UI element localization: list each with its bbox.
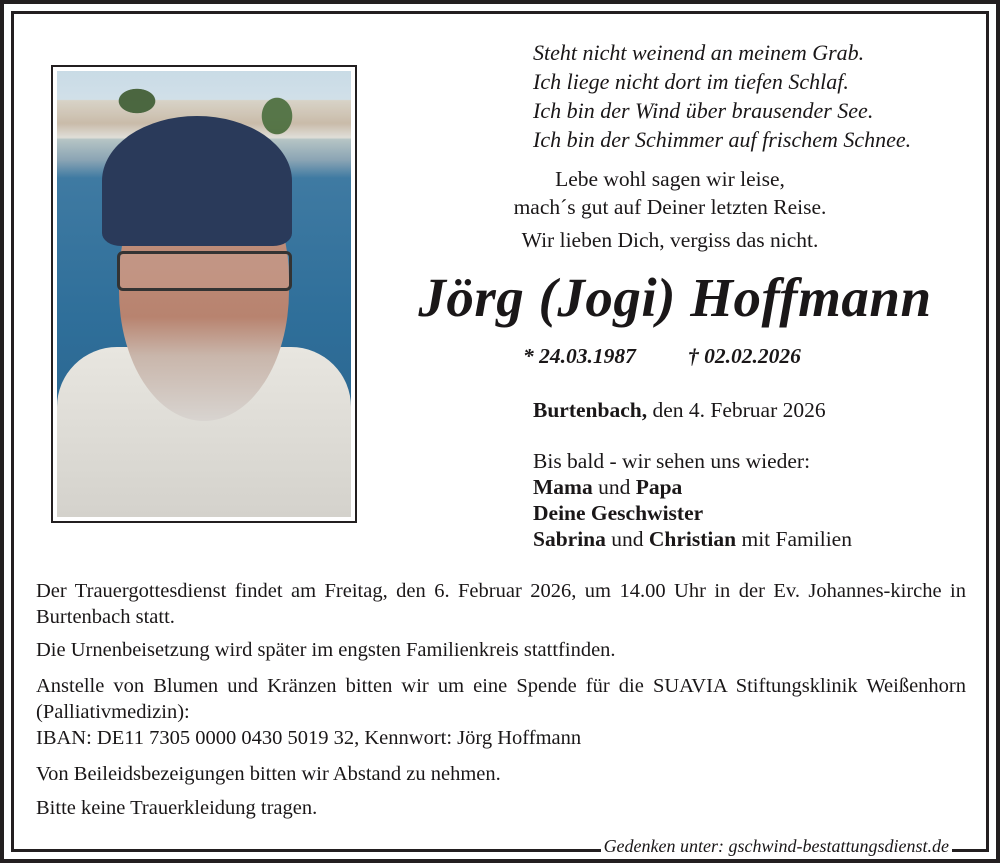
mourners-intro: Bis bald - wir sehen uns wieder: xyxy=(533,449,811,473)
mourner: Papa xyxy=(635,475,683,499)
poem-line: Ich bin der Wind über brausender See. xyxy=(533,98,874,123)
mourners xyxy=(533,448,852,552)
poem-line: Ich liege nicht dort im tiefen Schlaf. xyxy=(533,69,849,94)
portrait-photo xyxy=(51,65,357,523)
love-line: Wir lieben Dich, vergiss das nicht. xyxy=(521,228,819,252)
families-text: mit Familien xyxy=(736,527,852,551)
cap xyxy=(102,116,292,246)
donation-paragraph: Anstelle von Blumen und Kränzen bitten wir um eine Spende für die SUAVIA Stiftungsklinik Weißenhorn (Palliativmedizin): xyxy=(36,675,966,723)
memorial-link[interactable]: Gedenken unter: gschwind-bestattungsdienst.de xyxy=(601,835,952,857)
and-text: und xyxy=(592,475,636,499)
and-text: und xyxy=(605,527,649,551)
mourner: Sabrina xyxy=(533,527,606,551)
place: Burtenbach, xyxy=(533,398,648,422)
farewell-verse xyxy=(490,165,850,221)
clothing-paragraph: Bitte keine Trauerkleidung tragen. xyxy=(36,797,318,819)
poem-line: Steht nicht weinend an meinem Grab. xyxy=(533,40,865,65)
service-paragraph: Der Trauergottesdienst findet am Freitag, den 6. Februar 2026, um 14.00 Uhr in der Ev. Johannes-kirche in Burtenbach statt. xyxy=(36,580,966,628)
condolences-paragraph: Von Beileidsbezeigungen bitten wir Abstand zu nehmen. xyxy=(36,763,501,785)
poem-line: Ich bin der Schimmer auf frischem Schnee. xyxy=(533,127,912,152)
mourner: Deine Geschwister xyxy=(533,501,704,525)
place-date xyxy=(533,397,826,423)
farewell-line: mach´s gut auf Deiner letzten Reise. xyxy=(513,195,827,219)
death-date: † 02.02.2026 xyxy=(688,344,801,368)
date: den 4. Februar 2026 xyxy=(647,398,826,422)
poem xyxy=(533,38,911,154)
burial-paragraph: Die Urnenbeisetzung wird später im engsten Familienkreis stattfinden. xyxy=(36,639,616,661)
iban-line: IBAN: DE11 7305 0000 0430 5019 32, Kennwort: Jörg Hoffmann xyxy=(36,727,582,749)
mourner: Mama xyxy=(533,475,593,499)
mourner: Christian xyxy=(648,527,737,551)
deceased-name: Jörg (Jogi) Hoffmann xyxy=(418,267,932,328)
glasses xyxy=(117,251,292,291)
farewell-line: Lebe wohl sagen wir leise, xyxy=(555,167,785,191)
birth-date: * 24.03.1987 xyxy=(523,344,636,368)
